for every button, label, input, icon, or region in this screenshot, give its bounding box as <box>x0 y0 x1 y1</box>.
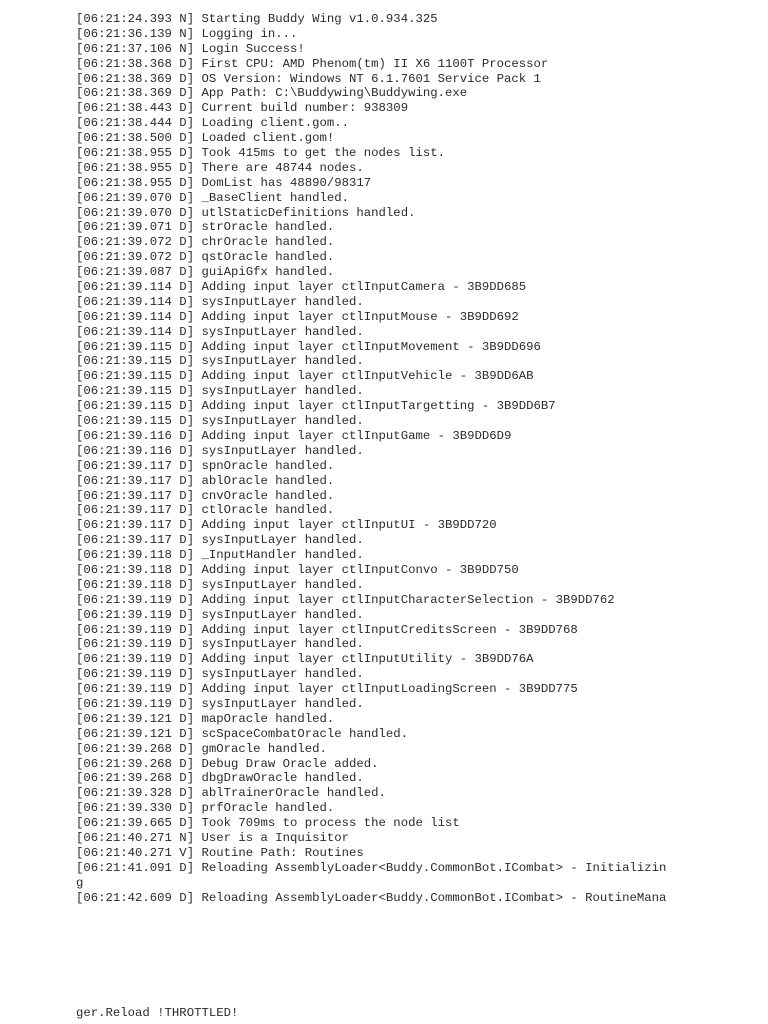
log-line: [06:21:38.443 D] Current build number: 938309 <box>76 101 409 116</box>
log-line: [06:21:39.268 D] gmOracle handled. <box>76 741 327 756</box>
log-line: [06:21:38.955 D] DomList has 48890/98317 <box>76 175 372 190</box>
log-line: [06:21:38.444 D] Loading client.gom.. <box>76 116 350 131</box>
log-line: [06:21:39.121 D] scSpaceCombatOracle handled. <box>76 726 409 741</box>
log-line: [06:21:39.114 D] Adding input layer ctlInputCamera - 3B9DD685 <box>76 280 527 295</box>
log-line: [06:21:39.117 D] ctlOracle handled. <box>76 503 335 518</box>
log-line: [06:21:39.117 D] cnvOracle handled. <box>76 488 335 503</box>
log-line: [06:21:39.117 D] sysInputLayer handled. <box>76 533 364 548</box>
log-line: g <box>76 875 84 890</box>
log-line: [06:21:40.271 N] User is a Inquisitor <box>76 830 350 845</box>
log-line: [06:21:39.115 D] sysInputLayer handled. <box>76 384 364 399</box>
log-line: [06:21:39.115 D] sysInputLayer handled. <box>76 414 364 429</box>
log-line: [06:21:39.114 D] Adding input layer ctlInputMouse - 3B9DD692 <box>76 309 519 324</box>
log-line: [06:21:40.271 V] Routine Path: Routines <box>76 845 364 860</box>
log-line: [06:21:39.117 D] spnOracle handled. <box>76 458 335 473</box>
log-line: [06:21:38.955 D] Took 415ms to get the nodes list. <box>76 146 445 161</box>
log-line: [06:21:41.091 D] Reloading AssemblyLoader<Buddy.CommonBot.ICombat> - Initializin <box>76 860 667 875</box>
log-line: [06:21:39.119 D] Adding input layer ctlInputCreditsScreen - 3B9DD768 <box>76 622 578 637</box>
log-line: [06:21:38.368 D] First CPU: AMD Phenom(tm) II X6 1100T Processor <box>76 56 549 71</box>
log-line: [06:21:39.119 D] Adding input layer ctlInputLoadingScreen - 3B9DD775 <box>76 682 578 697</box>
log-line: [06:21:39.087 D] guiApiGfx handled. <box>76 265 335 280</box>
log-line: [06:21:38.955 D] There are 48744 nodes. <box>76 160 364 175</box>
log-line: [06:21:39.072 D] chrOracle handled. <box>76 235 335 250</box>
log-line: [06:21:39.118 D] _InputHandler handled. <box>76 548 364 563</box>
log-line: [06:21:39.117 D] ablOracle handled. <box>76 473 335 488</box>
log-line: [06:21:39.118 D] Adding input layer ctlInputConvo - 3B9DD750 <box>76 562 519 577</box>
log-line: [06:21:39.115 D] Adding input layer ctlInputVehicle - 3B9DD6AB <box>76 369 534 384</box>
log-line: [06:21:39.119 D] sysInputLayer handled. <box>76 696 364 711</box>
log-line: [06:21:39.119 D] sysInputLayer handled. <box>76 637 364 652</box>
log-line: [06:21:39.115 D] sysInputLayer handled. <box>76 354 364 369</box>
log-line: [06:21:39.121 D] mapOracle handled. <box>76 711 335 726</box>
log-line: [06:21:39.118 D] sysInputLayer handled. <box>76 577 364 592</box>
log-line: [06:21:39.119 D] sysInputLayer handled. <box>76 607 364 622</box>
log-line: [06:21:39.114 D] sysInputLayer handled. <box>76 324 364 339</box>
log-lines <box>76 12 736 905</box>
log-line: [06:21:39.115 D] Adding input layer ctlInputMovement - 3B9DD696 <box>76 339 541 354</box>
log-line: [06:21:39.116 D] sysInputLayer handled. <box>76 443 364 458</box>
log-line: [06:21:39.119 D] Adding input layer ctlInputCharacterSelection - 3B9DD762 <box>76 592 615 607</box>
log-line: [06:21:39.330 D] prfOracle handled. <box>76 801 335 816</box>
log-line: [06:21:39.071 D] strOracle handled. <box>76 220 335 235</box>
log-line: [06:21:39.117 D] Adding input layer ctlInputUI - 3B9DD720 <box>76 518 497 533</box>
log-line: [06:21:37.106 N] Login Success! <box>76 41 305 56</box>
log-line: [06:21:39.268 D] dbgDrawOracle handled. <box>76 771 364 786</box>
log-line: [06:21:39.665 D] Took 709ms to process the node list <box>76 816 460 831</box>
log-line: [06:21:39.115 D] Adding input layer ctlInputTargetting - 3B9DD6B7 <box>76 399 556 414</box>
log-line: [06:21:39.070 D] utlStaticDefinitions handled. <box>76 205 416 220</box>
log-line: [06:21:38.369 D] OS Version: Windows NT 6.1.7601 Service Pack 1 <box>76 71 541 86</box>
log-line: [06:21:39.119 D] Adding input layer ctlInputUtility - 3B9DD76A <box>76 652 534 667</box>
log-line: [06:21:36.139 N] Logging in... <box>76 26 298 41</box>
log-line: [06:21:38.500 D] Loaded client.gom! <box>76 131 335 146</box>
log-line-tail: ger.Reload !THROTTLED! <box>76 1006 239 1020</box>
log-line: [06:21:38.369 D] App Path: C:\Buddywing\Buddywing.exe <box>76 86 468 101</box>
log-line: [06:21:39.114 D] sysInputLayer handled. <box>76 294 364 309</box>
log-line: [06:21:39.119 D] sysInputLayer handled. <box>76 667 364 682</box>
log-line: [06:21:39.268 D] Debug Draw Oracle added. <box>76 756 379 771</box>
log-line: [06:21:39.328 D] ablTrainerOracle handled. <box>76 786 386 801</box>
log-line: [06:21:24.393 N] Starting Buddy Wing v1.0.934.325 <box>76 12 438 26</box>
log-line: [06:21:39.070 D] _BaseClient handled. <box>76 190 350 205</box>
log-line: [06:21:39.072 D] qstOracle handled. <box>76 250 335 265</box>
log-line: [06:21:42.609 D] Reloading AssemblyLoader<Buddy.CommonBot.ICombat> - RoutineMana <box>76 890 667 905</box>
log-line: [06:21:39.116 D] Adding input layer ctlInputGame - 3B9DD6D9 <box>76 428 512 443</box>
